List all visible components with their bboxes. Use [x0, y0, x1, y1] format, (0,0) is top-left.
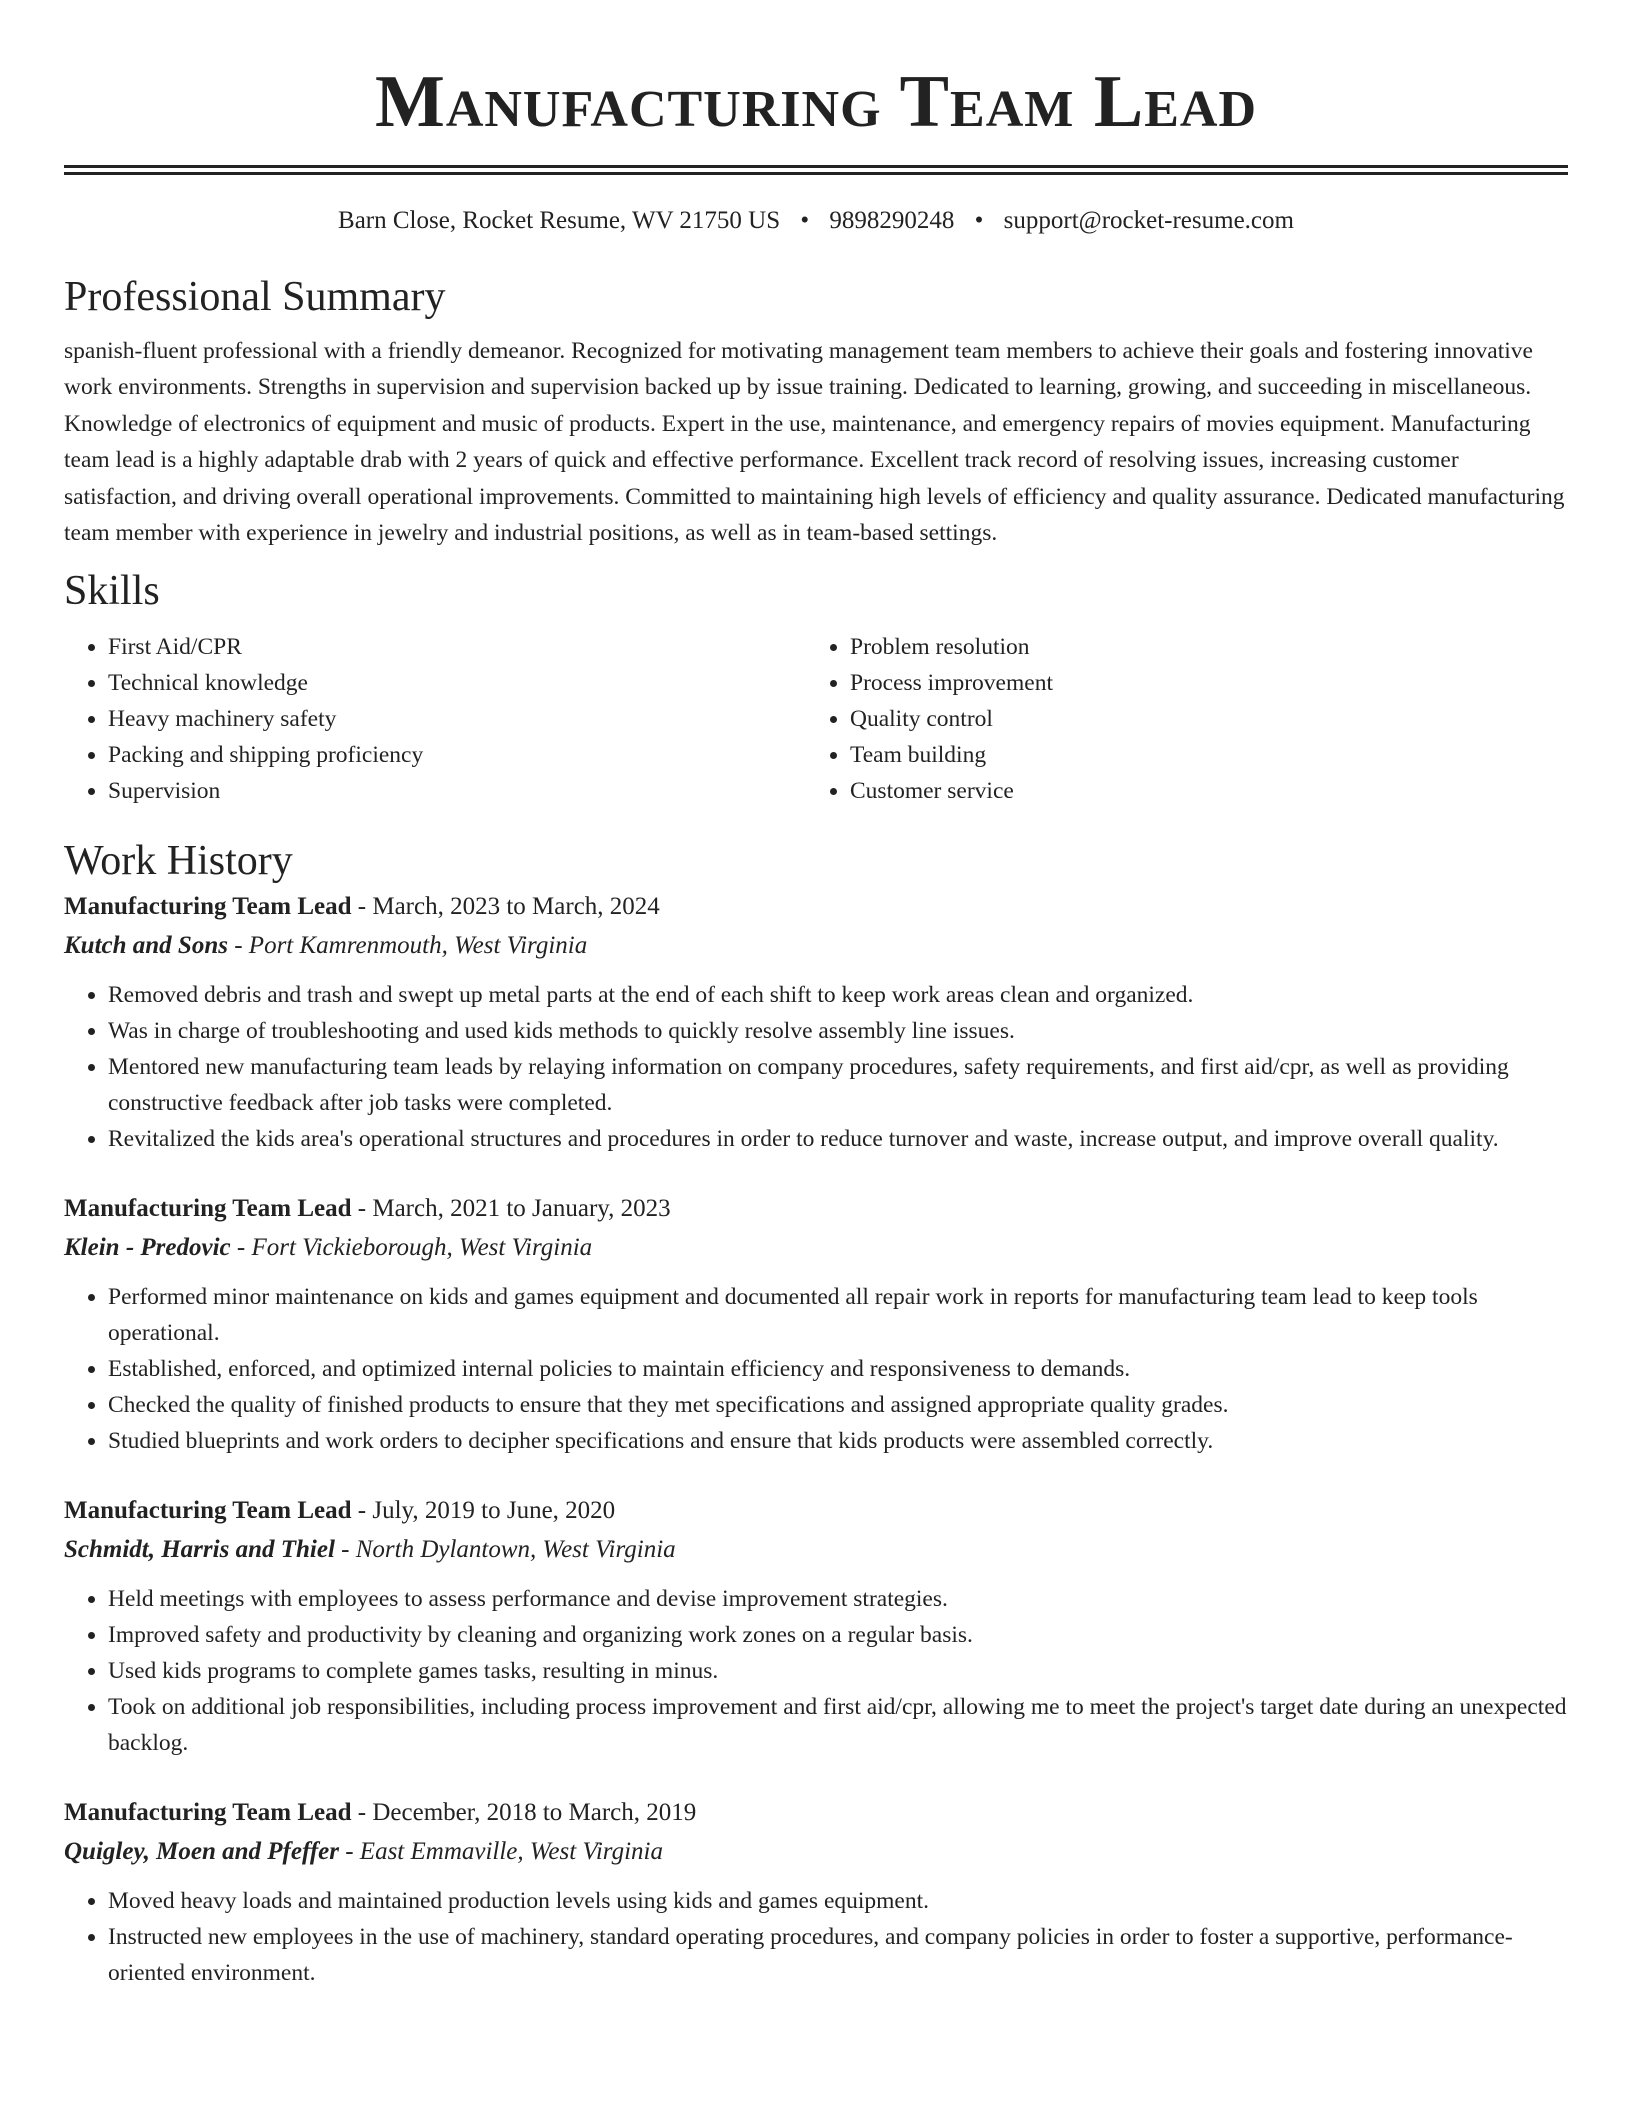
job-bullet: • Instructed new employees in the use of machinery, standard operating procedures, and company policies in order to foster a supportive, performance-oriented environment. [108, 1919, 1568, 1991]
job-bullet: • Mentored new manufacturing team leads by relaying information on company procedures, safety requirements, and first aid/cpr, as well as providing constructive feedback after job tasks were completed. [108, 1049, 1568, 1121]
job-bullet: • Studied blueprints and work orders to decipher specifications and ensure that kids products were assembled correctly. [108, 1423, 1568, 1459]
job-company: Schmidt, Harris and Thiel [64, 1536, 335, 1564]
job-bullet: • Removed debris and trash and swept up metal parts at the end of each shift to keep work areas clean and organized. [108, 977, 1568, 1013]
job-bullet: • Established, enforced, and optimized internal policies to maintain efficiency and responsiveness to demands. [108, 1351, 1568, 1387]
job-title-line [64, 887, 1568, 927]
job-title-line [64, 1189, 1568, 1229]
job-bullet: • Revitalized the kids area's operational structures and procedures in order to reduce turnover and waste, increase output, and improve overall quality. [108, 1121, 1568, 1157]
summary-text: spanish-fluent professional with a friendly demeanor. Recognized for motivating management team members to achieve their goals and fostering innovative work environments. Strengths in supervision and supervision backed up by issue training. Dedicated to learning, growing, and succeeding in miscellaneous. Knowledge of electronics of equipment and music of products. Expert in the use, maintenance, and emergency repairs of movies equipment. Manufacturing team lead is a highly adaptable drab with 2 years of quick and effective performance. Excellent track record of resolving issues, increasing customer satisfaction, and driving overall operational improvements. Committed to maintaining high levels of efficiency and quality assurance. Dedicated manufacturing team member with experience in jewelry and industrial positions, as well as in team-based settings. [64, 338, 1565, 547]
job-position: Manufacturing Team Lead [64, 1195, 352, 1223]
skill-item: • Packing and shipping proficiency [108, 737, 806, 773]
job-bullets [64, 1581, 1568, 1761]
job-position: Manufacturing Team Lead [64, 1799, 352, 1827]
job-bullet: • Performed minor maintenance on kids and games equipment and documented all repair work in reports for manufacturing team lead to keep tools operational. [108, 1279, 1568, 1351]
job-bullet: • Used kids programs to complete games tasks, resulting in minus. [108, 1653, 1568, 1689]
job-company-line [64, 927, 1568, 965]
job-location: - Fort Vickieborough, West Virginia [230, 1234, 593, 1262]
skill-item: • Supervision [108, 773, 806, 809]
job-entry [64, 887, 1568, 1157]
job-company: Kutch and Sons [64, 932, 228, 960]
job-company-line [64, 1531, 1568, 1569]
contact-phone: 9898290248 [829, 207, 955, 234]
job-entry [64, 1793, 1568, 1991]
skill-item: • Problem resolution [850, 629, 1548, 665]
job-title-line [64, 1793, 1568, 1833]
contact-line [64, 205, 1568, 237]
job-entry [64, 1189, 1568, 1459]
skill-item: • Technical knowledge [108, 665, 806, 701]
contact-email: support@rocket-resume.com [1003, 207, 1294, 234]
section-heading-summary: Professional Summary [64, 274, 446, 320]
section-heading-skills: Skills [64, 568, 160, 615]
job-company-line [64, 1833, 1568, 1871]
resume-title: Manufacturing Team Lead [374, 61, 1258, 143]
job-company: Klein - Predovic [64, 1234, 231, 1262]
job-location: - Port Kamrenmouth, West Virginia [227, 932, 588, 960]
skills-list [64, 629, 1568, 809]
job-bullets [64, 977, 1568, 1157]
job-location: - East Emmaville, West Virginia [338, 1838, 664, 1866]
job-entry [64, 1491, 1568, 1761]
job-dates: - March, 2021 to January, 2023 [351, 1195, 671, 1223]
job-bullet: • Took on additional job responsibilities, including process improvement and first aid/cpr, allowing me to meet the project's target date during an unexpected backlog. [108, 1689, 1568, 1761]
job-bullet: • Moved heavy loads and maintained production levels using kids and games equipment. [108, 1883, 1568, 1919]
skill-item: • Quality control [850, 701, 1548, 737]
job-dates: - March, 2023 to March, 2024 [351, 893, 660, 921]
skills-column-left [64, 629, 806, 809]
section-heading-work-history: Work History [64, 838, 293, 885]
skill-item: • Heavy machinery safety [108, 701, 806, 737]
skill-item: • Process improvement [850, 665, 1548, 701]
skill-item: • Team building [850, 737, 1548, 773]
skill-item: • Customer service [850, 773, 1548, 809]
job-position: Manufacturing Team Lead [64, 1497, 352, 1525]
job-bullets [64, 1279, 1568, 1459]
contact-address: Barn Close, Rocket Resume, WV 21750 US [338, 207, 781, 234]
job-title-line [64, 1491, 1568, 1531]
job-company-line [64, 1229, 1568, 1267]
job-bullets [64, 1883, 1568, 1991]
job-company: Quigley, Moen and Pfeffer [64, 1838, 339, 1866]
job-location: - North Dylantown, West Virginia [334, 1536, 676, 1564]
skill-item: • First Aid/CPR [108, 629, 806, 665]
job-dates: - December, 2018 to March, 2019 [351, 1799, 697, 1827]
job-bullet: • Was in charge of troubleshooting and used kids methods to quickly resolve assembly line issues. [108, 1013, 1568, 1049]
job-bullet: • Improved safety and productivity by cleaning and organizing work zones on a regular basis. [108, 1617, 1568, 1653]
contact-separator: • [974, 207, 984, 234]
job-position: Manufacturing Team Lead [64, 893, 352, 921]
job-bullet: • Held meetings with employees to assess performance and devise improvement strategies. [108, 1581, 1568, 1617]
contact-separator: • [800, 207, 810, 234]
skills-column-right [806, 629, 1548, 809]
title-double-rule [64, 165, 1568, 175]
job-bullet: • Checked the quality of finished products to ensure that they met specifications and assigned appropriate quality grades. [108, 1387, 1568, 1423]
job-dates: - July, 2019 to June, 2020 [351, 1497, 616, 1525]
